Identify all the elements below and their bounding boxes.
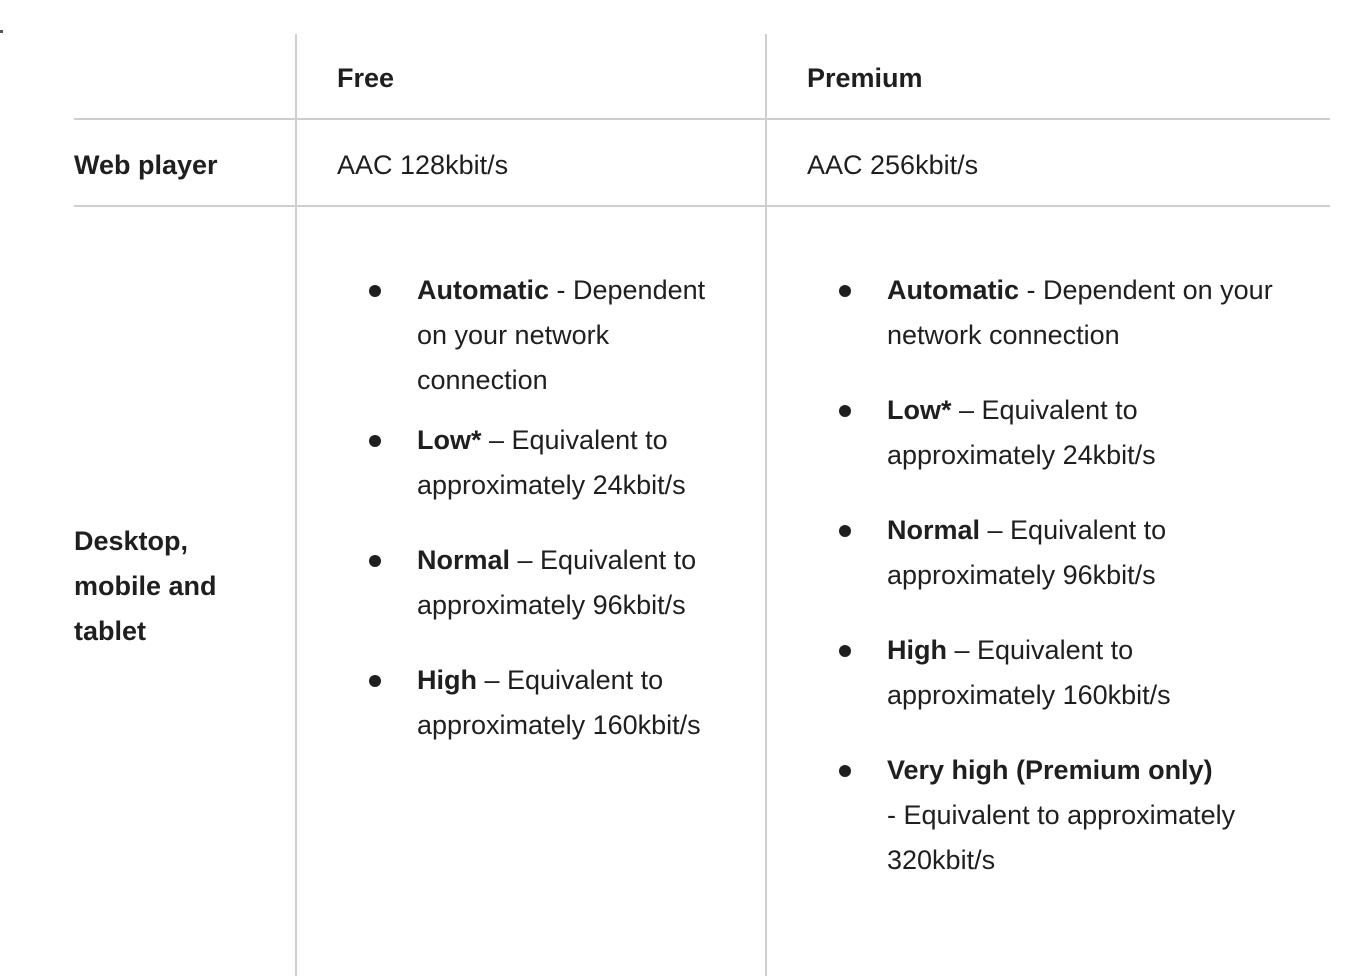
bullet-icon — [839, 765, 851, 777]
list-item — [337, 538, 707, 628]
quality-comparison-table — [74, 34, 1330, 976]
row-label-web-player: Web player — [74, 150, 218, 180]
row-label-desktop: Desktop, mobile and tablet — [74, 526, 217, 646]
option-desc: – Equivalent to approximately 160kbit/s — [417, 665, 701, 740]
option-name: Normal — [887, 515, 981, 545]
corner-mark — [0, 30, 3, 33]
option-desc: – Equivalent to approximately 24kbit/s — [887, 395, 1156, 470]
bullet-icon — [369, 555, 381, 567]
list-item — [807, 268, 1277, 358]
option-name: Low* — [417, 425, 482, 455]
bullet-icon — [839, 405, 851, 417]
row-divider — [74, 205, 1330, 207]
option-desc: - Equivalent to approximately 320kbit/s — [887, 800, 1236, 875]
option-name: Low* — [887, 395, 952, 425]
row-divider — [74, 118, 1330, 120]
option-desc: - Dependent on your network connection — [417, 275, 706, 395]
option-desc: - Dependent on your network connection — [887, 275, 1273, 350]
column-divider — [295, 34, 297, 976]
option-name: Automatic — [887, 275, 1020, 305]
option-desc: – Equivalent to approximately 96kbit/s — [887, 515, 1167, 590]
list-item — [337, 418, 707, 508]
list-item — [337, 268, 707, 403]
option-name: Automatic — [417, 275, 550, 305]
bullet-icon — [369, 675, 381, 687]
option-name: Very high (Premium only) — [887, 755, 1213, 785]
header-premium: Premium — [807, 63, 923, 93]
option-desc: – Equivalent to approximately 160kbit/s — [887, 635, 1171, 710]
bullet-icon — [369, 285, 381, 297]
option-name: High — [417, 665, 477, 695]
bullet-icon — [839, 285, 851, 297]
web-player-premium-value: AAC 256kbit/s — [807, 150, 979, 180]
column-divider — [765, 34, 767, 976]
free-quality-list — [337, 268, 707, 778]
bullet-icon — [369, 435, 381, 447]
list-item — [337, 658, 707, 748]
bullet-icon — [839, 645, 851, 657]
list-item — [807, 628, 1277, 718]
option-desc: – Equivalent to approximately 96kbit/s — [417, 545, 697, 620]
option-name: High — [887, 635, 947, 665]
header-free: Free — [337, 63, 395, 93]
web-player-free-value: AAC 128kbit/s — [337, 150, 509, 180]
list-item — [807, 748, 1277, 883]
list-item — [807, 508, 1277, 598]
option-name: Normal — [417, 545, 511, 575]
option-desc: – Equivalent to approximately 24kbit/s — [417, 425, 686, 500]
premium-quality-list — [807, 268, 1277, 913]
bullet-icon — [839, 525, 851, 537]
list-item — [807, 388, 1277, 478]
